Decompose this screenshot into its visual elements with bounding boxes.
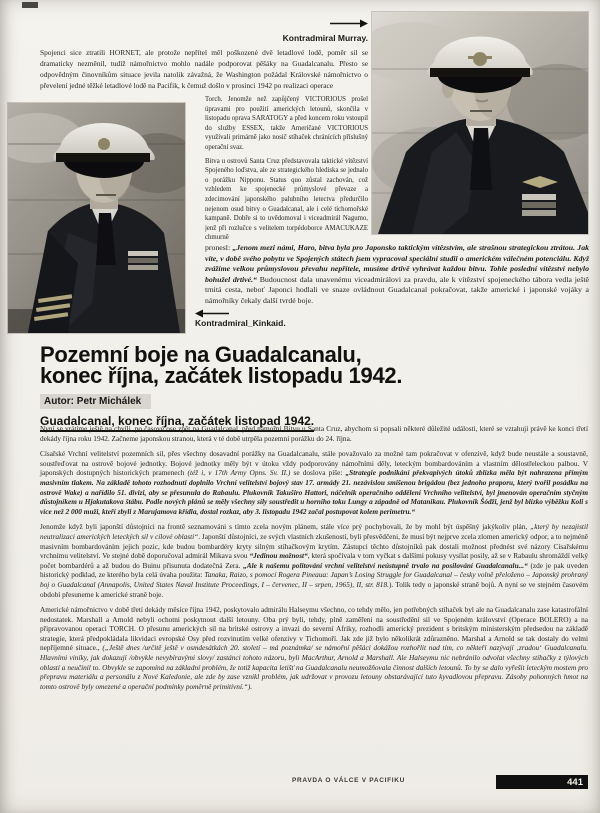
arrow-right-icon: [328, 19, 368, 28]
page-number-bar: [496, 775, 588, 789]
intro-paragraph-1-continued: Torch. Jenomže než zapůjčený VICTORIOUS prošel úpravami pro použití amerických letounů, skončila v listopadu oprava SARATOGY a před koncem roku vstoupil do služby ESSEX, takže Američané VICTORIOUS využívali primárně jako nosič stíhaček chránících příslušný operační svaz.: [205, 96, 368, 151]
page-number: 441: [567, 776, 583, 788]
article-paragraph: Jenomže když byli japonští důstojníci na frontě seznamováni s tímto zcela novým plánem, stále více prý pochybovali, že by mohl být úspěšný jakýkoliv plán, „který by nezajistil neutralizaci amerických leteckých sil v cílové oblasti“. Japonští důstojníci, ze svých vlastních zkušeností, byli přesvědčeni, že musí být nejprve zcela zlomen americký odpor, a to nejméně masivním bombardováním jejich pozic, kde budou bombardéry kryty silným stíhačkovým krytím. Zástupci těchto důstojníků pak dostali možnost přednést své názory Císařskému vrchnímu velitelství. Ve stejné době doporučoval admirál Mikava svou “Jedinou možnost“, která spočívala v tom vyčkat s dalšími pokusy vysílat posily, až se v Rabaulu shromáždí velký počet bombardérů a až budou do Buinu přisunuta dodatečná Zera. „Ale k našemu politování vrchní velitelství neústupně trvalo na posilování Guadalcanalu...“ (zde je pak uveden historický podklad, ze kterého byla celá úvaha použita: Tanaka, Raizo, s pomocí Rogera Pineaua: Japan’s Losing Struggle for Guadalcanal – česky volně přeloženo – Japonský prohraný boj o Guadalcanal (Annapolis, United States Naval Institute Proceedings, I – červenec, II – srpen, 1965), II, str. 818.). Tolik tedy o japonské straně bojů. A nyní se ve stejném časovém období přesuneme k americké straně boje.: [40, 522, 589, 599]
murray-caption-block: [205, 15, 368, 43]
arrow-left-icon: [195, 309, 231, 318]
article-paragraph: Nyní se vrátíme ještě na chvíli, po časové ose zpět na Guadalcanal, před námořní Bitvu u Santa Cruz, abychom si popsali některé důležité události, které se vztahují právě ke konci třetí dekády října roku 1942. Začneme japonskou stranou, která v té době utrpěla pozemní porážku do 24. října.: [40, 424, 588, 443]
murray-caption: Kontradmiral Murray.: [282, 33, 368, 43]
murray-photo: [372, 12, 588, 234]
article-title-line1: Pozemní boje na Guadalcanalu,: [40, 342, 362, 367]
intro-quote-paragraph: pronesl: „Jenom mezi námi, Haro, bitva byla pro Japonsko taktickým vítězstvím, ale strašnou strategickou ztrátou. Jak víte, v době svého pobytu ve Spojených státech jsem vypracoval speciální studii o americkém válečném potenciálu. Když zvážíme velkou průmyslovou převahu nepřítele, musíme drtivě vyhrávat každou bitvu. Tohle poslední vítězství nebylo bohužel drtivé.“ Budoucnost dala unavenému viceadmirálovi za pravdu, ale k vítězství spojeneckého tábora vedla ještě trnitá cesta, neboť Japonci hodlali ve snaze ovládnout Guadalcanal pokračovat, takže americké i japonské vojáky a námořníky čekaly další tvrdé boje.: [205, 243, 589, 305]
scan-artifact: [22, 2, 38, 8]
intro-paragraph-2: Bitva u ostrovů Santa Cruz představovala taktické vítězství Spojeného loďstva, ale ze strategického hlediska se jednalo o porážku Nipponu. Status quo zůstal zachován, což vzhledem ke spojenecké průmyslové převaze a zdecimování japonského palubního letectva předurčilo nejenom osud bitvy o Guadalcanal, ale i celé tichomořské kampaně. Dobře si to uvědomoval i viceadmirál Nagumo, jenž při rozlučce s velitelem torpédoborce AMACUKAZE chmurně: [205, 157, 368, 242]
kinkaid-photo: [8, 103, 185, 333]
article-paragraph: Americké námořnictvo v době třetí dekády měsíce října 1942, poskytovalo admirálu Halseymu všechno, co tehdy mělo, jen potřebných stíhaček byl ale na Guadalcanalu zase katastrofální nedostatek. Marshall a Arnold nebyli ochotni poskytnout další letouny. Oba prý byli, tehdy, plně zaměřeni na soustředění sil ve Spojeném království (Operace BOLERO) a na připravovanou operaci TORCH. O přesunu amerických sil na britské ostrovy a invazi do severní Afriky, rozhodli americký prezident s britským ministerským předsedou na základě strategie, která předpokládala likvidaci evropské Osy před rozvinutím velké ofenzivy v Tichomoří. Jak zde již bylo několikrát zdůrazněno. Marshal a Arnold se tak dostaly do velmi nepříjemné situace., („Ještě dnes /určitě ještě v osmdesátkách 20. století – má poznámka/ se námořní pěšáci dokážou rozhořlit nad tím, co někteří nazývají ‚zradou‘ Guadalcanalu. Hlavními viníky, jak dokazují /obvykle nevybíravými slovy/ zastánci tohoto názoru, byli MacArthur, Arnold a Marshall. Ale Halseymu nic nebránilo odvolat všechny stíhačky z týlových oblastí a neučinil to. Obvykle se zapomíná na základní problém, že totiž kapacita letišť na Guadalcanalu neumožňovala činnost dalších letounů. To by se dalo vyřešit leteckým mostem pro přepravu materiálu a personálu z Nové Kaledonie, ale zde by zase vznikl problém, jak udržovat v provozu letouny obstarávající tuto kyvadlovou přepravu. Zásoby pohonných hmot na tomto ostrově byly omezené a operační podmínky poměrně primitivní.“).: [40, 605, 588, 691]
article-header: [40, 344, 580, 432]
intro-paragraph-1: Spojenci sice ztratili HORNET, ale protože nepřítel měl poškozené dvě letadlové lodě, poměr sil se dramaticky nezměnil, tudíž námořnictvo mohlo nadále podporovat pěšáky na Guadalcanalu. Přesto se odpovědným činovníkům situace jevila natolik závažná, že Washington požádal Královské námořnictvo o převelení jedné těžké letadlové lodě na Pacifik, k čemuž došlo v prosinci 1942 po realizaci operace: [40, 48, 368, 90]
intro-column: [205, 95, 368, 243]
article-paragraph: Císařské Vrchní velitelství pozemních sil, přes všechny dosavadní porážky na Guadalcanalu, stále považovalo za možné tam pokračovat v ofenzivě, když bude neustále a soustavně, soustřeďovat na ostrově bojové jednotky. Bojové jednotky měly být v útoku vždy podporovány námořními děly, leteckým bombardováním a vlastním dělostřeleckou palbou. V japonských dostupných historických pramenech (též i, v 17th Army Opns. Sv. II.) se doslova píše: „Strategie podnikání překvapivých útoků zblízka měla být nahrazena přímým masivním tlakem. Na základě tohoto rozhodnutí doplnilo Vrchní velitelství bojový stav 17. armády 21. nezávislou smíšenou brigádou (bez jednoho praporu, který tvořil posádku na ostrově Wake) a nařídilo 51. divizi, aby se přesunula do Rabaulu. Plukovník Takuširo Hattori, náčelník operačního oddělení Vrchního velitelství, byl jmenován operačním styčným důstojníkem u Hjakutakova štábu. Podle nových plánů se měly všechny síly soustředit u horního toku Lungy a západně od Matanikau. Plukovník Šódži, jenž byl blízko výběžku Koli s více než 2 000 muži, kteří zbyli z Marujamova křídla, dostal rozkaz, aby 3. listopadu 1942 začal postupovat kolem perimetru.“: [40, 449, 589, 516]
kinkaid-caption: Kontradmiral_Kinkaid.: [195, 318, 286, 328]
article-title-line2: konec října, začátek listopadu 1942.: [40, 363, 403, 388]
article-subtitle: Guadalcanal, konec října, začátek listopad 1942.: [40, 414, 314, 432]
footer-journal-title: PRAVDA O VÁLCE V PACIFIKU: [292, 777, 406, 784]
article-author: Autor: Petr Michálek: [40, 394, 151, 409]
kinkaid-caption-block: [195, 309, 335, 328]
article-body: [40, 424, 588, 697]
